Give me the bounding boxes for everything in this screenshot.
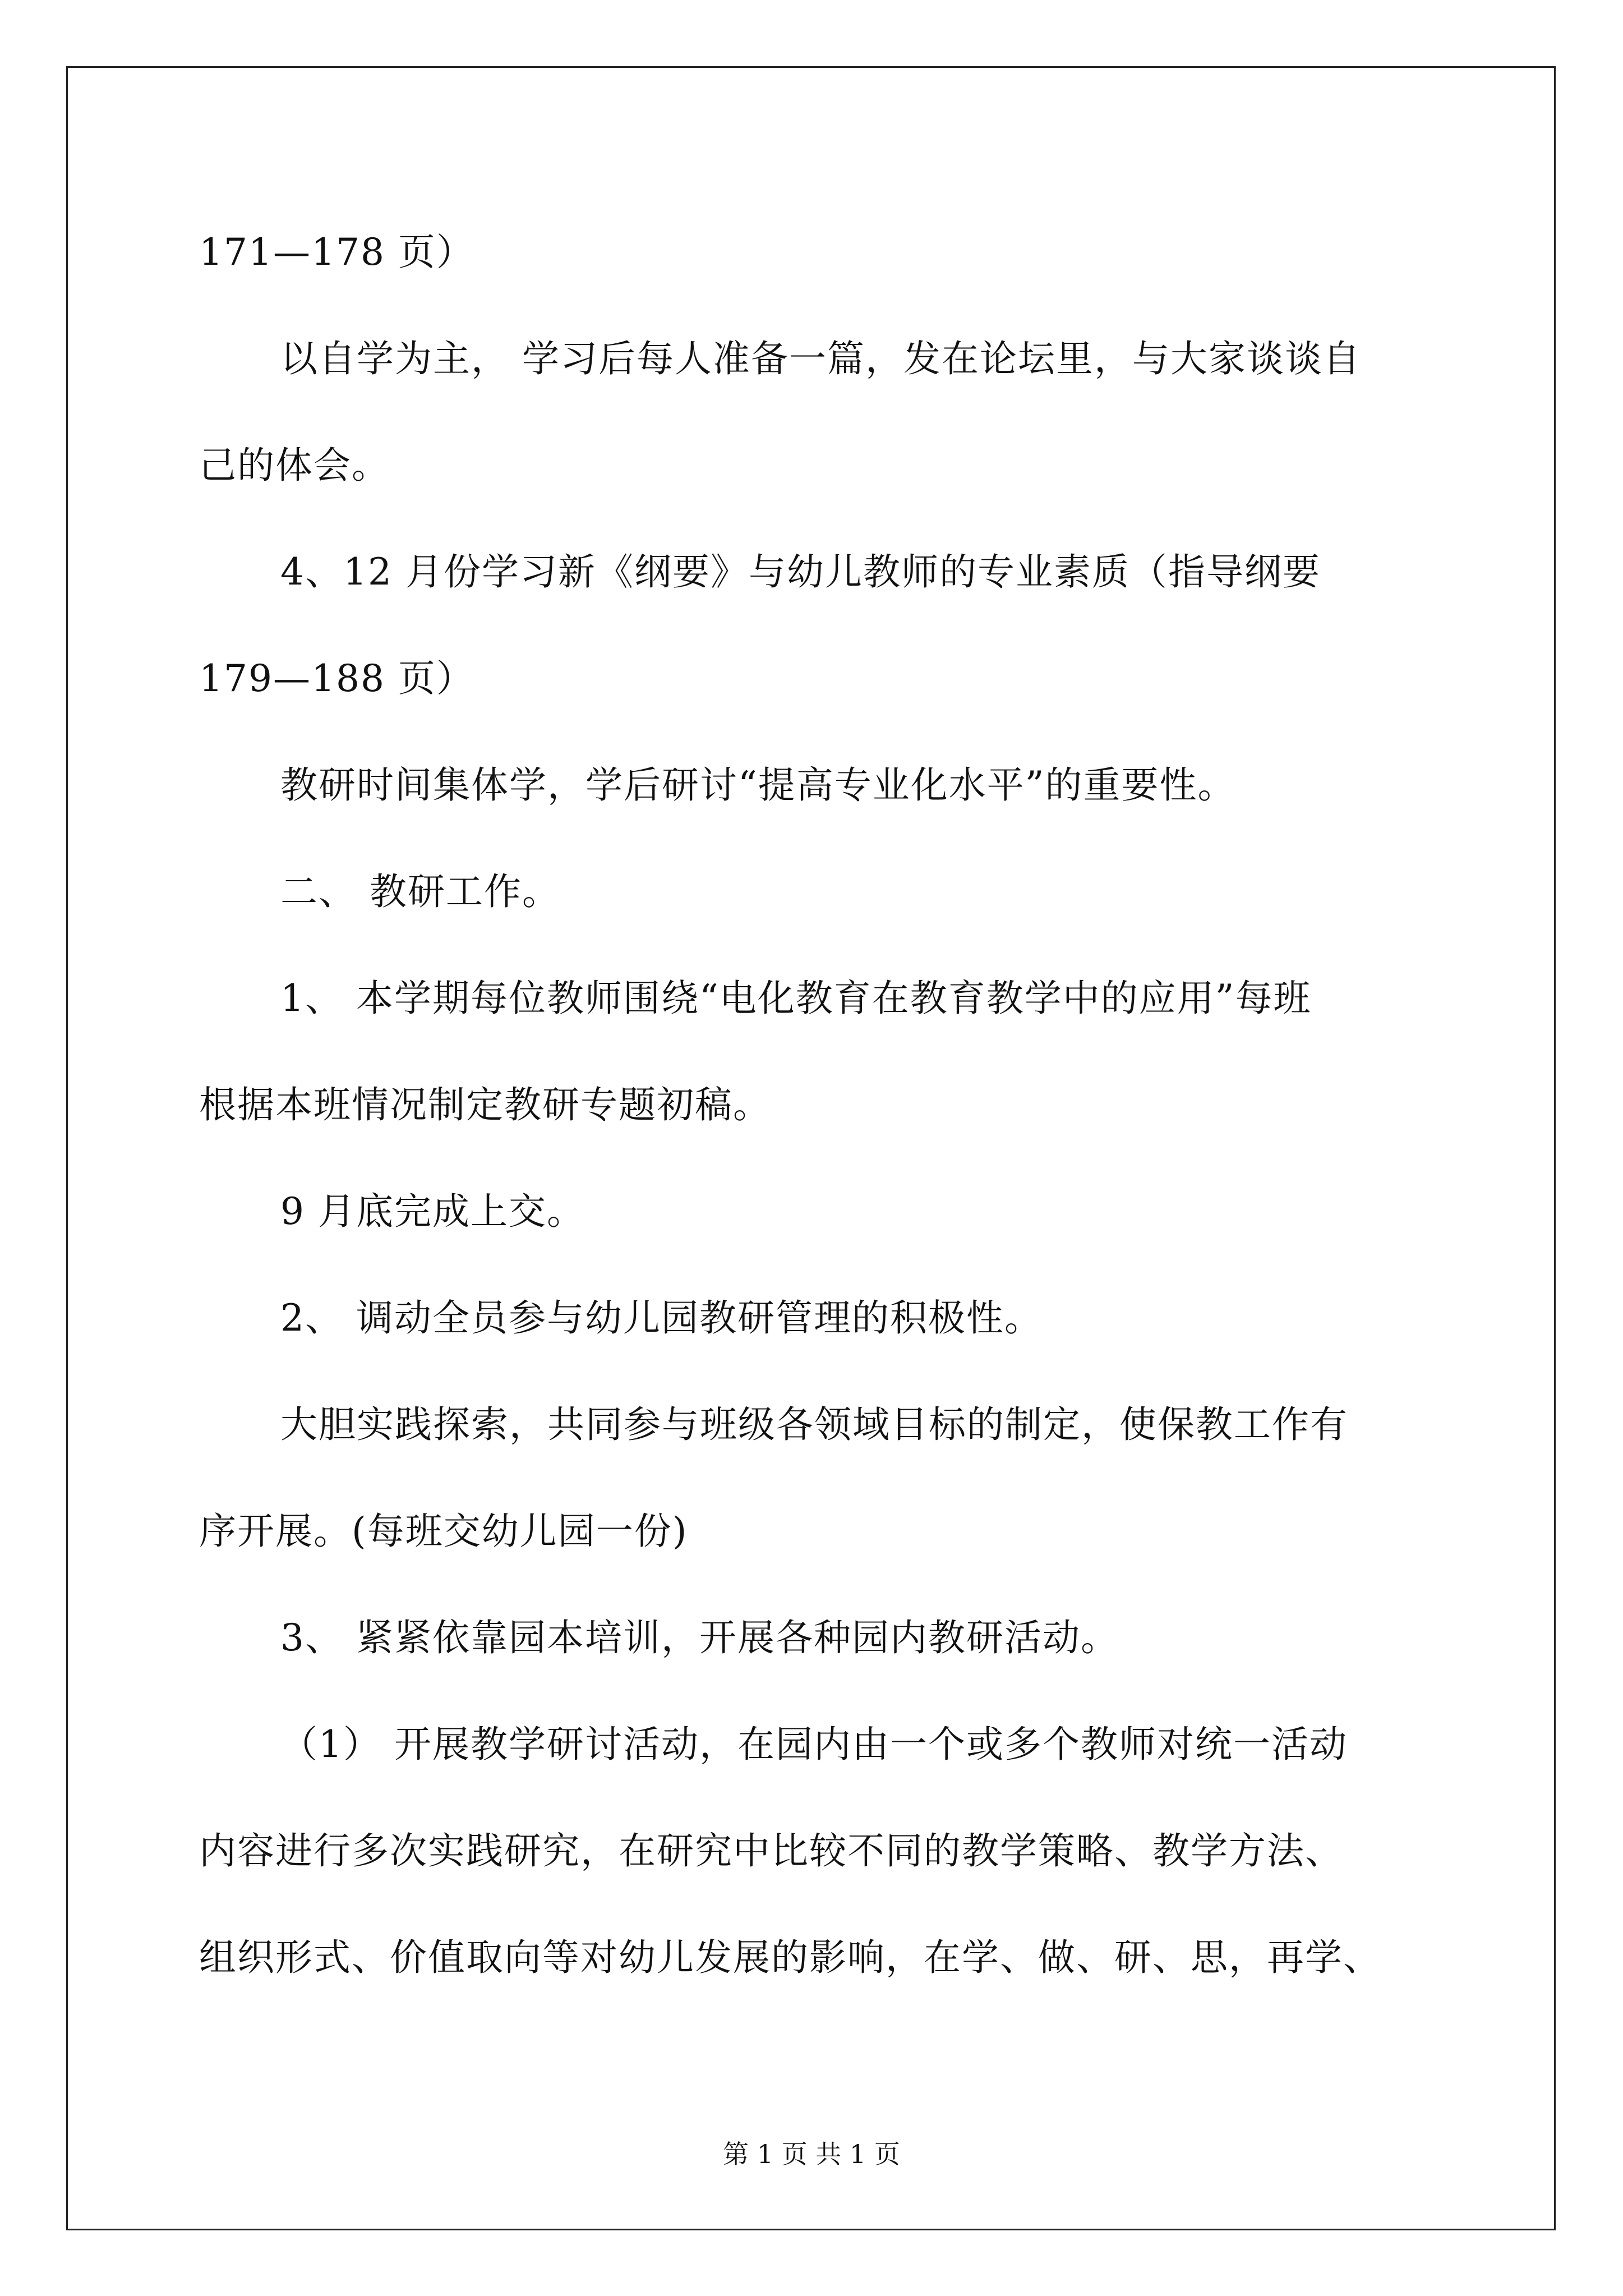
page-number-footer: 第 1 页 共 1 页 [723, 2139, 900, 2169]
text-line: 3、 紧紧依靠园本培训，开展各种园内教研活动。 [280, 1616, 1119, 1659]
text-line: 内容进行多次实践研究，在研究中比较不同的教学策略、教学方法、 [199, 1829, 1343, 1872]
text-line: 序开展。(每班交幼儿园一份) [199, 1510, 688, 1553]
text-line: （1） 开展教学研讨活动，在园内由一个或多个教师对统一活动 [280, 1723, 1348, 1766]
section-heading: 二、 教研工作。 [280, 870, 560, 913]
text-line: 9 月底完成上交。 [280, 1190, 585, 1233]
text-line: 大胆实践探索，共同参与班级各领域目标的制定，使保教工作有 [280, 1403, 1348, 1446]
text-line: 以自学为主， 学习后每人准备一篇，发在论坛里，与大家谈谈自 [280, 337, 1361, 380]
text-line: 2、 调动全员参与幼儿园教研管理的积极性。 [280, 1296, 1043, 1340]
page-border [66, 66, 1556, 2230]
text-line: 组织形式、价值取向等对幼儿发展的影响，在学、做、研、思，再学、 [199, 1936, 1381, 1979]
text-line: 171—178 页） [199, 231, 474, 274]
text-line: 己的体会。 [199, 444, 390, 487]
text-line: 教研时间集体学，学后研讨“提高专业化水平”的重要性。 [280, 763, 1236, 807]
text-line: 4、12 月份学习新《纲要》与幼儿教师的专业素质（指导纲要 [280, 550, 1321, 593]
text-line: 根据本班情况制定教研专题初稿。 [199, 1083, 771, 1126]
text-line: 179—188 页） [199, 657, 474, 700]
text-line: 1、 本学期每位教师围绕“电化教育在教育教学中的应用”每班 [280, 977, 1312, 1020]
